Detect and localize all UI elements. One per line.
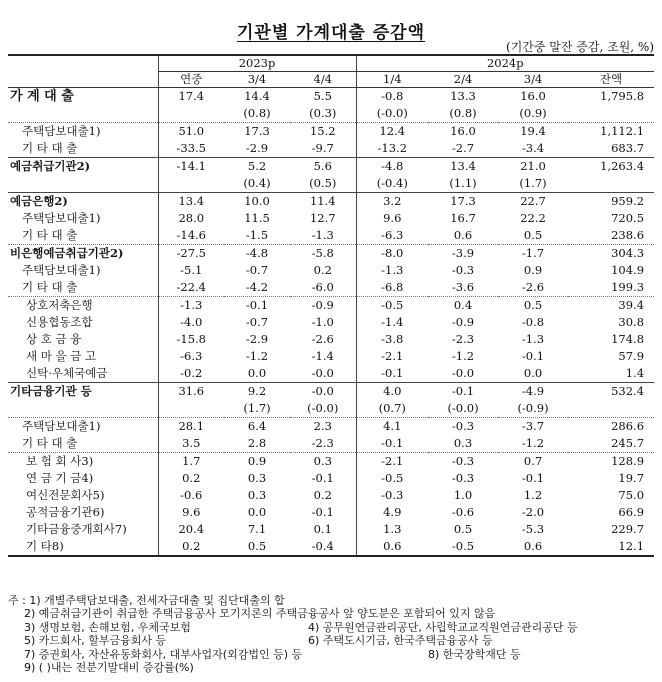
cell-value: 12.7 <box>309 211 336 225</box>
row-label: 새 마 을 금 고 <box>26 349 97 363</box>
cell-value <box>568 105 654 123</box>
cell-value: 19.7 <box>618 471 645 485</box>
table-row <box>8 262 654 279</box>
cell-value: 1.4 <box>625 366 645 380</box>
table-row <box>8 123 654 141</box>
table-row <box>8 435 654 453</box>
row-label: 신용협동조합 <box>26 315 93 329</box>
footnote: 5) 카드회사, 할부금융회사 등 6) 주택도시기금, 한국주택금융공사 등 <box>24 634 493 648</box>
cell-value: 17.4 <box>158 88 224 106</box>
cell-value: -0.5 <box>428 538 498 556</box>
cell-value: 1,112.1 <box>568 123 654 141</box>
table-row <box>8 365 654 383</box>
cell-value: 683.7 <box>611 141 645 155</box>
row-label: 보 험 회 사3) <box>8 453 158 471</box>
col-header: 2/4 <box>428 72 498 88</box>
cell-value: 3.2 <box>356 193 428 211</box>
cell-value: 245.7 <box>611 436 645 450</box>
cell-value: -0.0 <box>451 366 475 380</box>
row-label: 주택담보대출1) <box>8 418 158 436</box>
cell-value: 0.4 <box>428 297 498 315</box>
cell-value: 0.3 <box>453 436 473 450</box>
cell-value: 13.3 <box>428 88 498 106</box>
cell-value: 238.6 <box>611 228 645 242</box>
cell-value: (0.5) <box>309 176 337 190</box>
cell-value: 14.4 <box>224 88 290 106</box>
cell-value: -1.2 <box>521 436 545 450</box>
table-row <box>8 193 654 211</box>
cell-value: 1,263.4 <box>568 158 654 176</box>
row-label <box>8 105 158 123</box>
cell-value: -4.2 <box>245 280 269 294</box>
cell-value: 66.9 <box>618 505 645 519</box>
table-row <box>8 227 654 245</box>
cell-value: -2.9 <box>245 332 269 346</box>
cell-value: -0.6 <box>158 487 224 504</box>
cell-value: 17.3 <box>224 123 290 141</box>
cell-value: -6.3 <box>158 348 224 365</box>
cell-value: -0.1 <box>428 383 498 401</box>
cell-value: -1.4 <box>311 349 334 363</box>
row-label: 기타금융중개회사7) <box>26 522 127 536</box>
cell-value: -3.6 <box>451 280 475 294</box>
cell-value: -8.0 <box>356 245 428 263</box>
cell-value: -13.2 <box>356 140 428 158</box>
cell-value: 0.2 <box>158 470 224 487</box>
cell-value: (0.3) <box>309 106 337 120</box>
cell-value: -33.5 <box>158 140 224 158</box>
cell-value: -6.8 <box>356 279 428 297</box>
cell-value: -0.1 <box>311 505 334 519</box>
cell-value: -0.3 <box>428 453 498 471</box>
cell-value: 22.7 <box>498 193 568 211</box>
cell-value: -0.5 <box>356 470 428 487</box>
footnote: 2) 예금취급기관이 취급한 주택금융공사 모기지론의 주택금융공사 앞 양도분은 포함되어 있지 않음 <box>24 607 496 621</box>
cell-value: -1.3 <box>521 332 545 346</box>
cell-value: -1.5 <box>245 228 269 242</box>
row-label: 여신전문회사5) <box>26 488 105 502</box>
cell-value: (1.1) <box>449 176 477 190</box>
cell-value: 0.3 <box>247 488 267 502</box>
row-label: 예금은행2) <box>8 193 158 211</box>
cell-value: 75.0 <box>618 488 645 502</box>
cell-value: 0.1 <box>313 522 332 536</box>
year-2024: 2024p <box>356 55 654 72</box>
table-row <box>8 314 654 331</box>
row-label: 주택담보대출1) <box>22 263 101 277</box>
cell-value: -0.9 <box>451 315 475 329</box>
cell-value: -1.2 <box>451 349 475 363</box>
cell-value: -2.3 <box>311 436 334 450</box>
cell-value: 16.0 <box>428 123 498 141</box>
cell-value: 0.2 <box>313 263 332 277</box>
table-row <box>8 418 654 436</box>
cell-value: -5.8 <box>290 245 356 263</box>
cell-value: 9.2 <box>224 383 290 401</box>
cell-value: -2.6 <box>521 280 545 294</box>
cell-value: -0.7 <box>245 315 269 329</box>
cell-value: (-0.9) <box>517 401 549 415</box>
cell-value: 5.5 <box>290 88 356 106</box>
cell-value: -3.9 <box>428 245 498 263</box>
row-label: 신탁·우체국예금 <box>26 366 108 380</box>
cell-value: (-0.4) <box>356 175 428 193</box>
cell-value: -0.0 <box>290 383 356 401</box>
col-header: 연중 <box>158 72 224 88</box>
row-label: 상호저축은행 <box>8 297 158 315</box>
cell-value: -2.9 <box>245 141 269 155</box>
cell-value: 9.6 <box>356 210 428 227</box>
cell-value: -3.8 <box>356 331 428 348</box>
table-row <box>8 140 654 158</box>
cell-value: -0.1 <box>224 297 290 315</box>
cell-value: -0.1 <box>356 365 428 383</box>
cell-value: 57.9 <box>618 349 645 363</box>
cell-value: -22.4 <box>158 279 224 297</box>
cell-value: -2.1 <box>356 453 428 471</box>
cell-value: -0.3 <box>428 418 498 436</box>
row-label: 기 타 대 출 <box>22 141 78 155</box>
cell-value: -4.9 <box>498 383 568 401</box>
page-title: 기관별 가계대출 증감액 <box>236 23 426 43</box>
cell-value: -3.7 <box>498 418 568 436</box>
cell-value: 6.4 <box>224 418 290 436</box>
table-row <box>8 297 654 315</box>
row-label: 주택담보대출1) <box>22 211 101 225</box>
cell-value: 0.5 <box>498 297 568 315</box>
cell-value <box>158 105 224 123</box>
cell-value: 4.9 <box>356 504 428 521</box>
col-header: 3/4 <box>224 72 290 88</box>
cell-value: 5.6 <box>290 158 356 176</box>
cell-value: 229.7 <box>611 522 645 536</box>
cell-value: 0.3 <box>290 453 356 471</box>
row-label: 주택담보대출1) <box>8 123 158 141</box>
cell-value: 0.2 <box>158 538 224 556</box>
footnotes <box>8 594 578 675</box>
cell-value: -1.0 <box>311 315 334 329</box>
cell-value: 17.3 <box>428 193 498 211</box>
cell-value: 3.5 <box>158 435 224 453</box>
cell-value: 0.5 <box>523 228 543 242</box>
cell-value: 11.5 <box>244 211 270 225</box>
row-label: 기 타 대 출 <box>22 228 78 242</box>
cell-value: 1.2 <box>523 488 543 502</box>
cell-value: 13.4 <box>428 158 498 176</box>
cell-value <box>158 400 224 418</box>
cell-value: 0.0 <box>523 366 543 380</box>
table-row <box>8 538 654 556</box>
cell-value: -0.1 <box>311 471 334 485</box>
cell-value: -4.8 <box>356 158 428 176</box>
cell-value: -14.6 <box>158 227 224 245</box>
row-label: 예금취급기관2) <box>8 158 158 176</box>
col-header: 4/4 <box>290 72 356 88</box>
cell-value: -1.3 <box>311 228 334 242</box>
row-label: 상 호 금 융 <box>26 332 82 346</box>
cell-value: (-0.0) <box>447 401 479 415</box>
footnote: 주 : 1) 개별주택담보대출, 전세자금대출 및 집단대출의 합 <box>8 594 285 607</box>
cell-value: 9.6 <box>158 504 224 521</box>
row-label: 공적금융기관6) <box>26 505 105 519</box>
cell-value: -0.8 <box>521 315 545 329</box>
cell-value: 28.1 <box>158 418 224 436</box>
cell-value: 1.0 <box>453 488 473 502</box>
cell-value: -0.6 <box>451 505 475 519</box>
cell-value: 104.9 <box>611 263 645 277</box>
cell-value: (-0.0) <box>307 401 339 415</box>
cell-value <box>158 175 224 193</box>
row-label: 기 타8) <box>8 538 158 556</box>
cell-value: 304.3 <box>568 245 654 263</box>
cell-value: 2.3 <box>290 418 356 436</box>
col-header: 3/4 <box>498 72 568 88</box>
cell-value: 0.2 <box>313 488 332 502</box>
cell-value: 31.6 <box>158 383 224 401</box>
cell-value: -4.8 <box>224 245 290 263</box>
loan-table <box>8 54 654 557</box>
cell-value: 1.7 <box>158 453 224 471</box>
cell-value: 16.0 <box>498 88 568 106</box>
cell-value: -0.1 <box>521 471 545 485</box>
col-header: 잔액 <box>568 72 654 88</box>
table-row <box>8 453 654 471</box>
row-label: 가 계 대 출 <box>8 88 158 106</box>
table-row <box>8 521 654 538</box>
table-row <box>8 88 654 106</box>
unit-note: (기간중 말잔 증감, 조원, %) <box>506 40 654 54</box>
cell-value: 12.4 <box>356 123 428 141</box>
row-label: 연 금 기 금4) <box>26 471 94 485</box>
cell-value: 174.8 <box>611 332 645 346</box>
year-header-row <box>8 55 654 72</box>
cell-value: -0.1 <box>356 435 428 453</box>
table-row <box>8 245 654 263</box>
cell-value: -1.2 <box>245 349 269 363</box>
cell-value: -0.4 <box>290 538 356 556</box>
cell-value <box>568 400 654 418</box>
cell-value: 720.5 <box>611 211 645 225</box>
cell-value: 959.2 <box>568 193 654 211</box>
cell-value: -0.3 <box>451 263 475 277</box>
cell-value: -2.3 <box>451 332 475 346</box>
table-row <box>8 210 654 227</box>
cell-value: 11.4 <box>290 193 356 211</box>
cell-value: (-0.0) <box>356 105 428 123</box>
cell-value: -0.3 <box>356 487 428 504</box>
cell-value: 0.6 <box>498 538 568 556</box>
row-label: 기타금융기관 등 <box>8 383 158 401</box>
cell-value: -2.6 <box>311 332 334 346</box>
cell-value: 7.1 <box>247 522 267 536</box>
cell-value: -0.0 <box>311 366 334 380</box>
cell-value: 532.4 <box>568 383 654 401</box>
cell-value: 0.5 <box>453 522 473 536</box>
cell-value: 22.2 <box>520 211 546 225</box>
cell-value: 13.4 <box>158 193 224 211</box>
table-row <box>8 400 654 418</box>
table-row <box>8 175 654 193</box>
cell-value: (0.8) <box>449 106 477 120</box>
cell-value: 51.0 <box>158 123 224 141</box>
cell-value: -4.0 <box>158 314 224 331</box>
table-row <box>8 487 654 504</box>
cell-value: (0.4) <box>243 176 271 190</box>
cell-value: -3.4 <box>521 141 545 155</box>
row-label <box>8 175 158 193</box>
cell-value: -2.0 <box>521 505 545 519</box>
cell-value: -2.7 <box>451 141 475 155</box>
cell-value: 4.0 <box>356 383 428 401</box>
row-label: 기 타 대 출 <box>22 436 78 450</box>
table-row <box>8 105 654 123</box>
cell-value: 0.7 <box>498 453 568 471</box>
cell-value: 1,795.8 <box>568 88 654 106</box>
cell-value: 21.0 <box>498 158 568 176</box>
cell-value: -0.5 <box>356 297 428 315</box>
cell-value: -6.3 <box>356 227 428 245</box>
cell-value: -6.0 <box>311 280 334 294</box>
cell-value: (0.8) <box>243 106 271 120</box>
table-row <box>8 383 654 401</box>
row-label: 기 타 대 출 <box>22 280 78 294</box>
cell-value: -1.7 <box>498 245 568 263</box>
cell-value: 16.7 <box>450 211 476 225</box>
cell-value: -5.3 <box>521 522 545 536</box>
cell-value: -0.2 <box>158 365 224 383</box>
cell-value: -27.5 <box>158 245 224 263</box>
cell-value: 30.8 <box>618 315 645 329</box>
cell-value: 0.5 <box>224 538 290 556</box>
cell-value: -1.3 <box>158 297 224 315</box>
cell-value: -14.1 <box>158 158 224 176</box>
cell-value: -0.1 <box>521 349 545 363</box>
cell-value: -0.3 <box>451 471 475 485</box>
cell-value: -1.4 <box>356 314 428 331</box>
cell-value: 1.3 <box>356 521 428 538</box>
cell-value: 10.0 <box>224 193 290 211</box>
cell-value: -9.7 <box>311 141 334 155</box>
cell-value: (0.9) <box>519 106 547 120</box>
cell-value: 4.1 <box>356 418 428 436</box>
cell-value <box>568 175 654 193</box>
table-row <box>8 348 654 365</box>
cell-value: 0.6 <box>453 228 473 242</box>
cell-value: 128.9 <box>568 453 654 471</box>
cell-value: -5.1 <box>158 262 224 279</box>
table-row <box>8 279 654 297</box>
cell-value: (1.7) <box>519 176 547 190</box>
cell-value: 12.1 <box>568 538 654 556</box>
period-header-row <box>8 72 654 88</box>
table-row <box>8 331 654 348</box>
row-label: 비은행예금취급기관2) <box>8 245 158 263</box>
footnote: 9) ( )내는 전분기말대비 증감률(%) <box>24 661 194 675</box>
cell-value: 286.6 <box>568 418 654 436</box>
cell-value: 0.6 <box>356 538 428 556</box>
cell-value: 199.3 <box>611 280 645 294</box>
year-2023: 2023p <box>158 55 356 72</box>
cell-value: 39.4 <box>568 297 654 315</box>
cell-value: 20.4 <box>158 521 224 538</box>
footnote: 3) 생명보험, 손해보험, 우체국보험 4) 공무원연금관리공단, 사립학교교직원연금관리공단 등 <box>24 620 578 634</box>
cell-value: 5.2 <box>224 158 290 176</box>
cell-value: -15.8 <box>158 331 224 348</box>
table-row <box>8 158 654 176</box>
cell-value: 2.8 <box>247 436 267 450</box>
cell-value: 28.0 <box>158 210 224 227</box>
cell-value: 0.3 <box>247 471 267 485</box>
cell-value: 0.0 <box>247 505 267 519</box>
table-row <box>8 470 654 487</box>
col-header: 1/4 <box>356 72 428 88</box>
cell-value: 0.0 <box>247 366 267 380</box>
cell-value: 15.2 <box>290 123 356 141</box>
row-label <box>8 400 158 418</box>
cell-value: -0.9 <box>290 297 356 315</box>
footnote: 7) 증권회사, 자산유동화회사, 대부사업자(외감법인 등) 등 8) 한국장학재단 등 <box>24 647 521 661</box>
cell-value: (0.7) <box>356 400 428 418</box>
cell-value: 19.4 <box>498 123 568 141</box>
cell-value: -0.7 <box>245 263 269 277</box>
cell-value: -2.1 <box>356 348 428 365</box>
table-row <box>8 504 654 521</box>
cell-value: -0.8 <box>356 88 428 106</box>
cell-value: (1.7) <box>243 401 271 415</box>
cell-value: 0.9 <box>523 263 543 277</box>
cell-value: 0.9 <box>224 453 290 471</box>
cell-value: -1.3 <box>356 262 428 279</box>
